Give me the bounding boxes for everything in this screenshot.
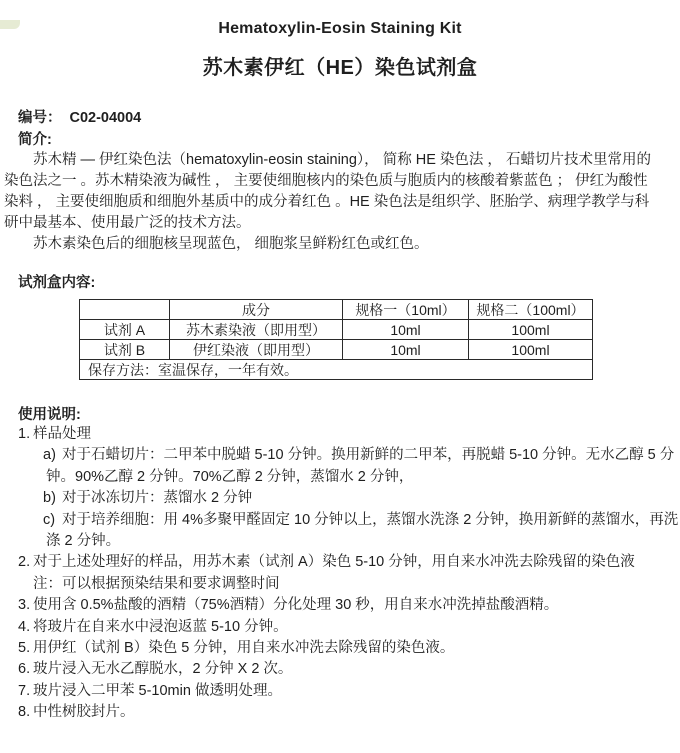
usage-line-text: 用伊红（试剂 B）染色 5 分钟，用自来水冲洗去除残留的染色液。: [33, 640, 455, 657]
catalog-number-value: C02-04004: [69, 110, 142, 126]
usage-line: [0, 574, 680, 595]
table-cell: 100ml: [469, 320, 593, 340]
usage-line-text: 样品处理: [33, 426, 91, 442]
usage-line-marker: 2.: [18, 554, 31, 571]
usage-line: [0, 488, 680, 509]
usage-instructions-list: [0, 424, 680, 724]
usage-line: [0, 617, 680, 638]
intro-section-heading: 简介:: [18, 132, 52, 148]
storage-note-cell: 保存方法：室温保存，一年有效。: [80, 360, 593, 380]
usage-line: [0, 510, 680, 531]
intro-line: 苏木素染色后的细胞核呈现蓝色， 细胞浆呈鲜粉红色或红色。: [33, 236, 429, 252]
usage-line-text: 涤 2 分钟。: [46, 533, 121, 550]
kit-contents-table-body: [80, 300, 593, 380]
table-header-cell: 规格一（10ml）: [343, 300, 469, 320]
usage-line-text: 对于石蜡切片：二甲苯中脱蜡 5-10 分钟。换用新鲜的二甲苯，再脱蜡 5-10 分钟。无水乙醇 5 分: [62, 447, 675, 464]
usage-line-marker: 5.: [18, 640, 31, 657]
usage-line-text: 玻片浸入无水乙醇脱水，2 分钟 X 2 次。: [33, 661, 293, 678]
scan-artifact-mark: [0, 20, 20, 29]
usage-line: [0, 595, 680, 616]
table-cell: 试剂 A: [80, 320, 170, 340]
usage-line: [0, 531, 680, 552]
table-cell: 100ml: [469, 340, 593, 360]
kit-contents-heading: 试剂盒内容:: [18, 275, 96, 291]
usage-line-marker: c): [43, 511, 56, 528]
usage-line-text: 对于培养细胞：用 4%多聚甲醛固定 10 分钟以上，蒸馏水洗涤 2 分钟，换用新鲜的蒸馏水，再洗: [62, 511, 679, 528]
table-storage-row: [80, 360, 593, 380]
usage-line-marker: 1.: [18, 426, 31, 442]
usage-line-marker: 7.: [18, 682, 31, 699]
intro-line: 染色法之一 。苏木精染液为碱性 ， 主要使细胞核内的染色质与胞质内的核酸着紫蓝色 ； 伊红为酸性: [4, 173, 648, 189]
usage-line: [0, 702, 680, 723]
intro-line: 苏木精 — 伊红染色法（hematoxylin-eosin staining）， 简称 HE 染色法 ， 石蜡切片技术里常用的: [33, 152, 651, 168]
table-cell: 试剂 B: [80, 340, 170, 360]
usage-line-text: 玻片浸入二甲苯 5-10min 做透明处理。: [33, 682, 282, 699]
usage-section-heading: 使用说明:: [18, 407, 81, 423]
document-title-english: Hematoxylin-Eosin Staining Kit: [218, 20, 462, 37]
table-cell: 伊红染液（即用型）: [170, 340, 343, 360]
usage-line-marker: a): [43, 447, 56, 464]
usage-line-text: 将玻片在自来水中浸泡返蓝 5-10 分钟。: [33, 618, 288, 635]
usage-line: [0, 681, 680, 702]
intro-paragraph: [4, 150, 676, 255]
usage-line-text: 中性树胶封片。: [33, 704, 135, 721]
usage-line: [0, 467, 680, 488]
usage-line-text: 对于上述处理好的样品，用苏木素（试剂 A）染色 5-10 分钟，用自来水冲洗去除残留的染色液: [33, 554, 635, 571]
usage-line-marker: b): [43, 490, 56, 507]
usage-line-marker: 4.: [18, 618, 31, 635]
usage-line-marker: 8.: [18, 704, 31, 721]
table-cell: 10ml: [343, 320, 469, 340]
table-header-row: [80, 300, 593, 320]
usage-line-text: 注：可以根据预染结果和要求调整时间: [33, 575, 280, 592]
usage-line-marker: 3.: [18, 597, 31, 614]
usage-line-text: 使用含 0.5%盐酸的酒精（75%酒精）分化处理 30 秒，用自来水冲洗掉盐酸酒精。: [33, 597, 559, 614]
kit-contents-table: [79, 299, 593, 380]
usage-line: [0, 659, 680, 680]
catalog-number-line: [18, 109, 680, 127]
usage-line: [0, 445, 680, 466]
table-row: [80, 340, 593, 360]
usage-line: [0, 552, 680, 573]
intro-line: 研中最基本、使用最广泛的技术方法。: [4, 215, 251, 231]
usage-line-text: 对于冰冻切片：蒸馏水 2 分钟: [62, 490, 253, 507]
table-header-cell: [80, 300, 170, 320]
table-header-cell: 规格二（100ml）: [469, 300, 593, 320]
table-row: [80, 320, 593, 340]
table-header-cell: 成分: [170, 300, 343, 320]
usage-line: [0, 638, 680, 659]
table-cell: 苏木素染液（即用型）: [170, 320, 343, 340]
document-title-chinese: 苏木素伊红（HE）染色试剂盒: [202, 57, 478, 79]
intro-line: 染料 ， 主要使细胞质和细胞外基质中的成分着红色 。HE 染色法是组织学、胚胎学、病理学教学与科: [4, 194, 650, 210]
usage-line-text: 钟。90%乙醇 2 分钟。70%乙醇 2 分钟，蒸馏水 2 分钟，: [46, 468, 414, 485]
catalog-number-label: 编号：: [18, 110, 62, 126]
usage-line-marker: 6.: [18, 661, 31, 678]
usage-line: [0, 424, 680, 445]
table-cell: 10ml: [343, 340, 469, 360]
